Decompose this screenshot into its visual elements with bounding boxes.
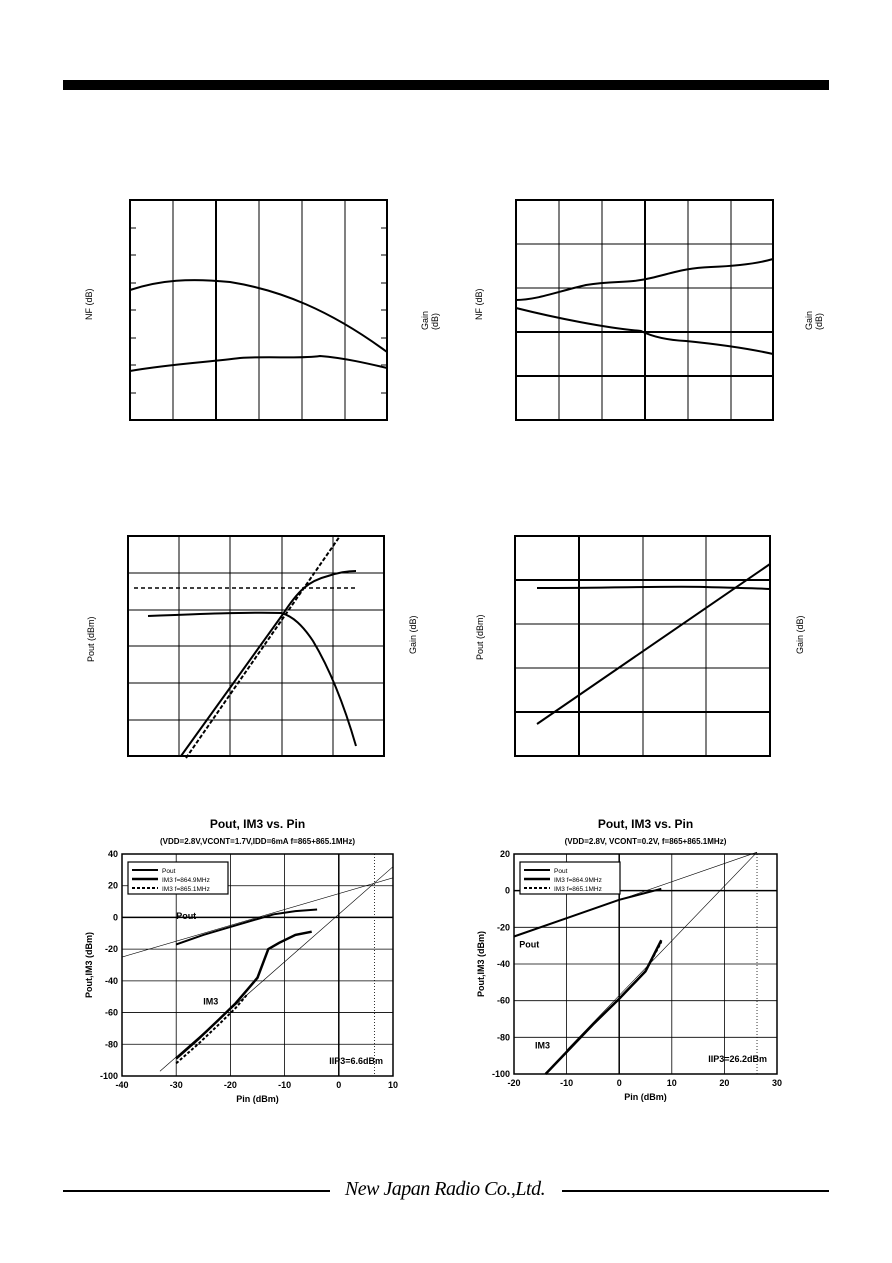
left-axis-label: NF (dB) [474, 288, 484, 320]
x-tick-label: 0 [336, 1080, 342, 1090]
y-tick-label: -40 [104, 975, 118, 986]
pout-annotation: Pout [519, 939, 540, 950]
x-tick-label: 20 [719, 1078, 730, 1088]
series-line-1 [546, 940, 662, 1074]
x-tick-label: -30 [169, 1080, 183, 1090]
chart-im3-right [452, 806, 812, 1126]
y-tick-label: -40 [496, 959, 510, 969]
left-axis-label: Pout (dBm) [86, 616, 96, 662]
x-axis-label: Pin (dBm) [624, 1092, 667, 1102]
panel-nf-gain-2 [466, 190, 836, 430]
y-tick-label: -60 [104, 1007, 118, 1018]
y-axis-label: Pout,IM3 (dBm) [476, 931, 486, 997]
legend-label: IM3 f=865.1MHz [554, 886, 602, 893]
pout-annotation: Pout [176, 911, 197, 922]
footer-line-left [63, 1190, 330, 1192]
footer-line-right [562, 1190, 829, 1192]
x-tick-label: -10 [278, 1080, 292, 1090]
right-axis-label: Gain (dB) [795, 615, 805, 654]
x-tick-label: -40 [115, 1080, 129, 1090]
x-tick-label: -20 [507, 1078, 521, 1088]
x-tick-label: 30 [771, 1078, 783, 1088]
x-tick-label: 10 [387, 1080, 399, 1090]
y-tick-label: 0 [504, 885, 510, 896]
chart-title: Pout, IM3 vs. Pin [209, 817, 306, 831]
left-axis-label: Pout (dBm) [475, 614, 485, 660]
y-tick-label: -60 [496, 995, 510, 1006]
y-tick-label: -80 [104, 1039, 118, 1050]
y-tick-label: -20 [104, 944, 118, 955]
iip3-annotation: IIP3=6.6dBm [329, 1056, 383, 1066]
right-axis-label: Gain (dB) [804, 310, 824, 330]
right-axis-label: Gain (dB) [408, 615, 418, 654]
y-tick-label: -80 [496, 1032, 510, 1043]
right-axis-label: Gain (dB) [420, 310, 440, 330]
legend-label: Pout [554, 868, 568, 875]
iip3-annotation: IIP3=26.2dBm [708, 1054, 767, 1064]
y-tick-label: -20 [496, 922, 510, 933]
header-bar [63, 80, 829, 90]
panel-pout-gain-2 [465, 526, 835, 766]
y-axis-label: Pout,IM3 (dBm) [84, 932, 94, 998]
left-axis-label: NF (dB) [84, 288, 94, 320]
im3-annotation: IM3 [203, 996, 219, 1007]
legend-label: IM3 f=864.9MHz [162, 877, 210, 884]
series-line-0 [176, 910, 317, 945]
y-tick-label: 40 [107, 849, 118, 859]
x-tick-label: 0 [616, 1078, 622, 1088]
chart-subtitle: (VDD=2.8V, VCONT=0.2V, f=865+865.1MHz) [564, 837, 727, 846]
chart-im3-left [60, 806, 420, 1126]
panel-pout-gain-1 [78, 526, 448, 766]
x-tick-label: -10 [560, 1078, 574, 1088]
chart-title: Pout, IM3 vs. Pin [597, 817, 694, 831]
y-tick-label: -100 [99, 1071, 118, 1081]
panel-nf-gain-1 [80, 190, 450, 430]
y-tick-label: 0 [112, 912, 118, 923]
y-tick-label: 20 [499, 849, 510, 859]
legend-label: IM3 f=865.1MHz [162, 886, 210, 893]
chart-subtitle: (VDD=2.8V,VCONT=1.7V,IDD=6mA f=865+865.1MHz) [160, 837, 355, 846]
legend-label: Pout [162, 868, 176, 875]
x-tick-label: -20 [223, 1080, 237, 1090]
im3-annotation: IM3 [535, 1040, 551, 1051]
series-line-1 [176, 932, 312, 1059]
company-logo: New Japan Radio Co.,Ltd. [344, 1178, 546, 1200]
x-tick-label: 10 [666, 1078, 677, 1088]
y-tick-label: 20 [107, 880, 118, 891]
y-tick-label: -100 [491, 1069, 510, 1079]
x-axis-label: Pin (dBm) [236, 1094, 279, 1104]
series-line-0 [514, 889, 661, 937]
legend-label: IM3 f=864.9MHz [554, 877, 602, 884]
